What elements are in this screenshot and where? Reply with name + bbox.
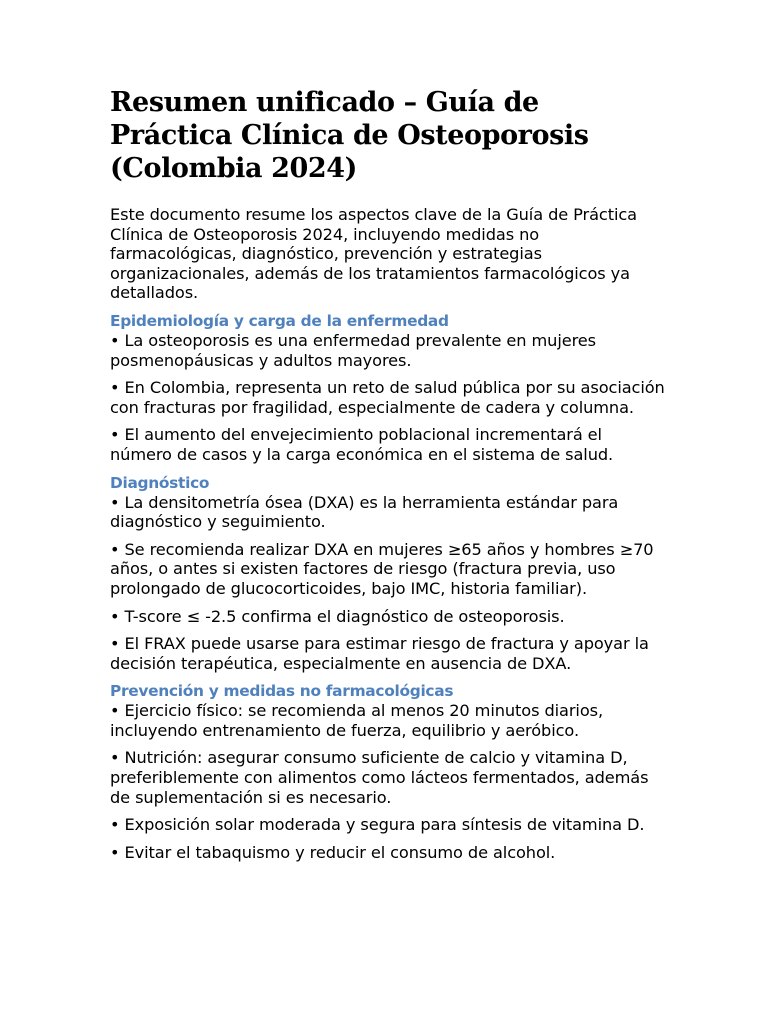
document-title: Resumen unificado – Guía de Práctica Clínica de Osteoporosis (Colombia 2024) (110, 87, 589, 184)
section-epidemiologia (110, 311, 668, 465)
bullet-list (110, 493, 668, 674)
list-item: • El FRAX puede usarse para estimar riesgo de fractura y apoyar la decisión terapéutica, especialmente en ausencia de DXA. (110, 634, 649, 673)
list-item: • T-score ≤ -2.5 confirma el diagnóstico de osteoporosis. (110, 606, 565, 626)
list-item: • Ejercicio físico: se recomienda al menos 20 minutos diarios, incluyendo entrenamiento de fuerza, equilibrio y aeróbico. (110, 701, 603, 740)
list-item: • Exposición solar moderada y segura para síntesis de vitamina D. (110, 815, 645, 835)
bullet-list (110, 701, 668, 862)
list-item: • En Colombia, representa un reto de salud pública por su asociación con fracturas por fragilidad, especialmente de cadera y columna. (110, 378, 665, 417)
section-diagnostico (110, 473, 668, 674)
list-item: • La osteoporosis es una enfermedad prevalente en mujeres posmenopáusicas y adultos mayores. (110, 330, 596, 370)
section-prevencion (110, 681, 668, 862)
list-item: • Evitar el tabaquismo y reducir el consumo de alcohol. (110, 842, 556, 862)
list-item: • Se recomienda realizar DXA en mujeres ≥65 años y hombres ≥70 años, o antes si existen factores de riesgo (fractura previa, uso prolongado de glucocorticoides, bajo IMC, historia familiar). (110, 539, 654, 598)
section-heading: Diagnóstico (110, 473, 210, 492)
intro-paragraph: Este documento resume los aspectos clave de la Guía de Práctica Clínica de Osteoporosis 2024, incluyendo medidas no farmacológicas, diagnóstico, prevención y estrategias organizacionales, además de los tratamientos farmacológicos ya detallados. (110, 205, 637, 303)
list-item: • La densitometría ósea (DXA) es la herramienta estándar para diagnóstico y seguimiento. (110, 492, 619, 532)
list-item: • El aumento del envejecimiento poblacional incrementará el número de casos y la carga económica en el sistema de salud. (110, 425, 614, 464)
bullet-list (110, 331, 668, 465)
list-item: • Nutrición: asegurar consumo suficiente de calcio y vitamina D, preferiblemente con alimentos como lácteos fermentados, además de suplementación si es necesario. (110, 748, 649, 807)
section-heading: Prevención y medidas no farmacológicas (110, 682, 454, 701)
section-heading: Epidemiología y carga de la enfermedad (110, 311, 449, 330)
